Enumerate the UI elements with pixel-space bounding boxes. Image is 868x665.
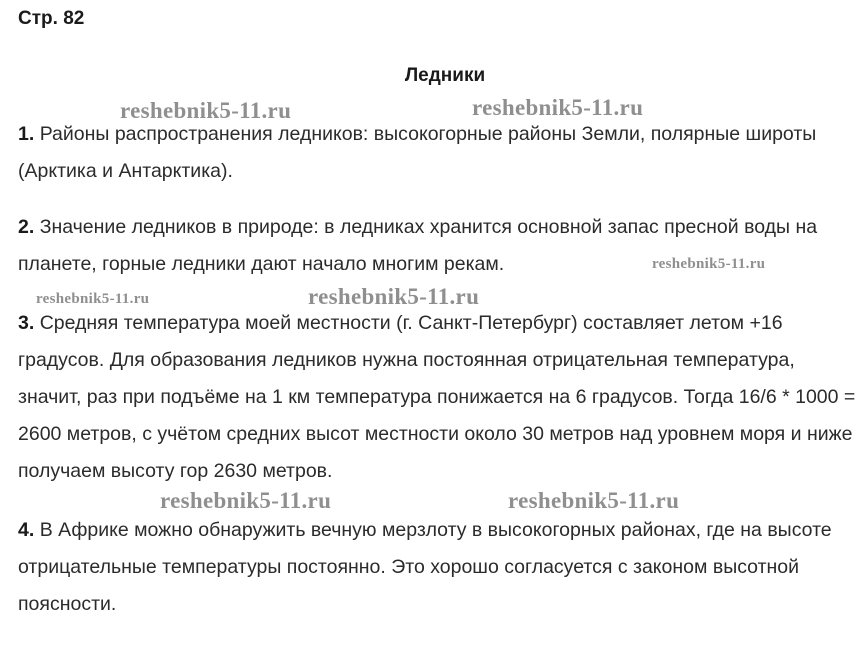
item-number: 4. bbox=[18, 519, 35, 541]
watermark: reshebnik5-11.ru bbox=[508, 488, 680, 513]
page-title: Ледники bbox=[404, 65, 486, 86]
page-label: Стр. 82 bbox=[18, 8, 85, 29]
answer-paragraph-4 bbox=[18, 512, 868, 623]
item-number: 1. bbox=[18, 123, 35, 145]
item-number: 3. bbox=[18, 312, 35, 334]
item-text: Средняя температура моей местности (г. Санкт-Петербург) составляет летом +16 градусов. Для образования ледников нужна постоянная отрицательная температура, значит, раз при подъёме на 1 км температура понижается на 6 градусов. Тогда 16/6 * 1000 = 2600 метров, с учётом средних высот местности около 30 метров над уровнем моря и ниже получаем высоту гор 2630 метров. bbox=[18, 312, 856, 482]
watermark: reshebnik5-11.ru bbox=[308, 284, 480, 309]
watermark: reshebnik5-11.ru bbox=[120, 98, 292, 123]
item-text: Значение ледников в природе: в ледниках хранится основной запас пресной воды на планете, горные ледники дают начало многим рекам. bbox=[18, 216, 818, 275]
watermark: reshebnik5-11.ru bbox=[160, 488, 332, 513]
watermark: reshebnik5-11.ru bbox=[472, 95, 644, 120]
item-text: Районы распространения ледников: высокогорные районы Земли, полярные широты (Арктика и Антарктика). bbox=[18, 123, 817, 182]
answer-paragraph-1 bbox=[18, 116, 868, 190]
watermark: reshebnik5-11.ru bbox=[652, 256, 766, 272]
watermark: reshebnik5-11.ru bbox=[36, 291, 150, 307]
item-text: В Африке можно обнаружить вечную мерзлоту в высокогорных районах, где на высоте отрицательные температуры постоянно. Это хорошо согласуется с законом высотной поясности. bbox=[18, 519, 832, 615]
answer-paragraph-3 bbox=[18, 305, 856, 490]
answer-paragraph-2 bbox=[18, 209, 868, 283]
item-number: 2. bbox=[18, 216, 35, 238]
